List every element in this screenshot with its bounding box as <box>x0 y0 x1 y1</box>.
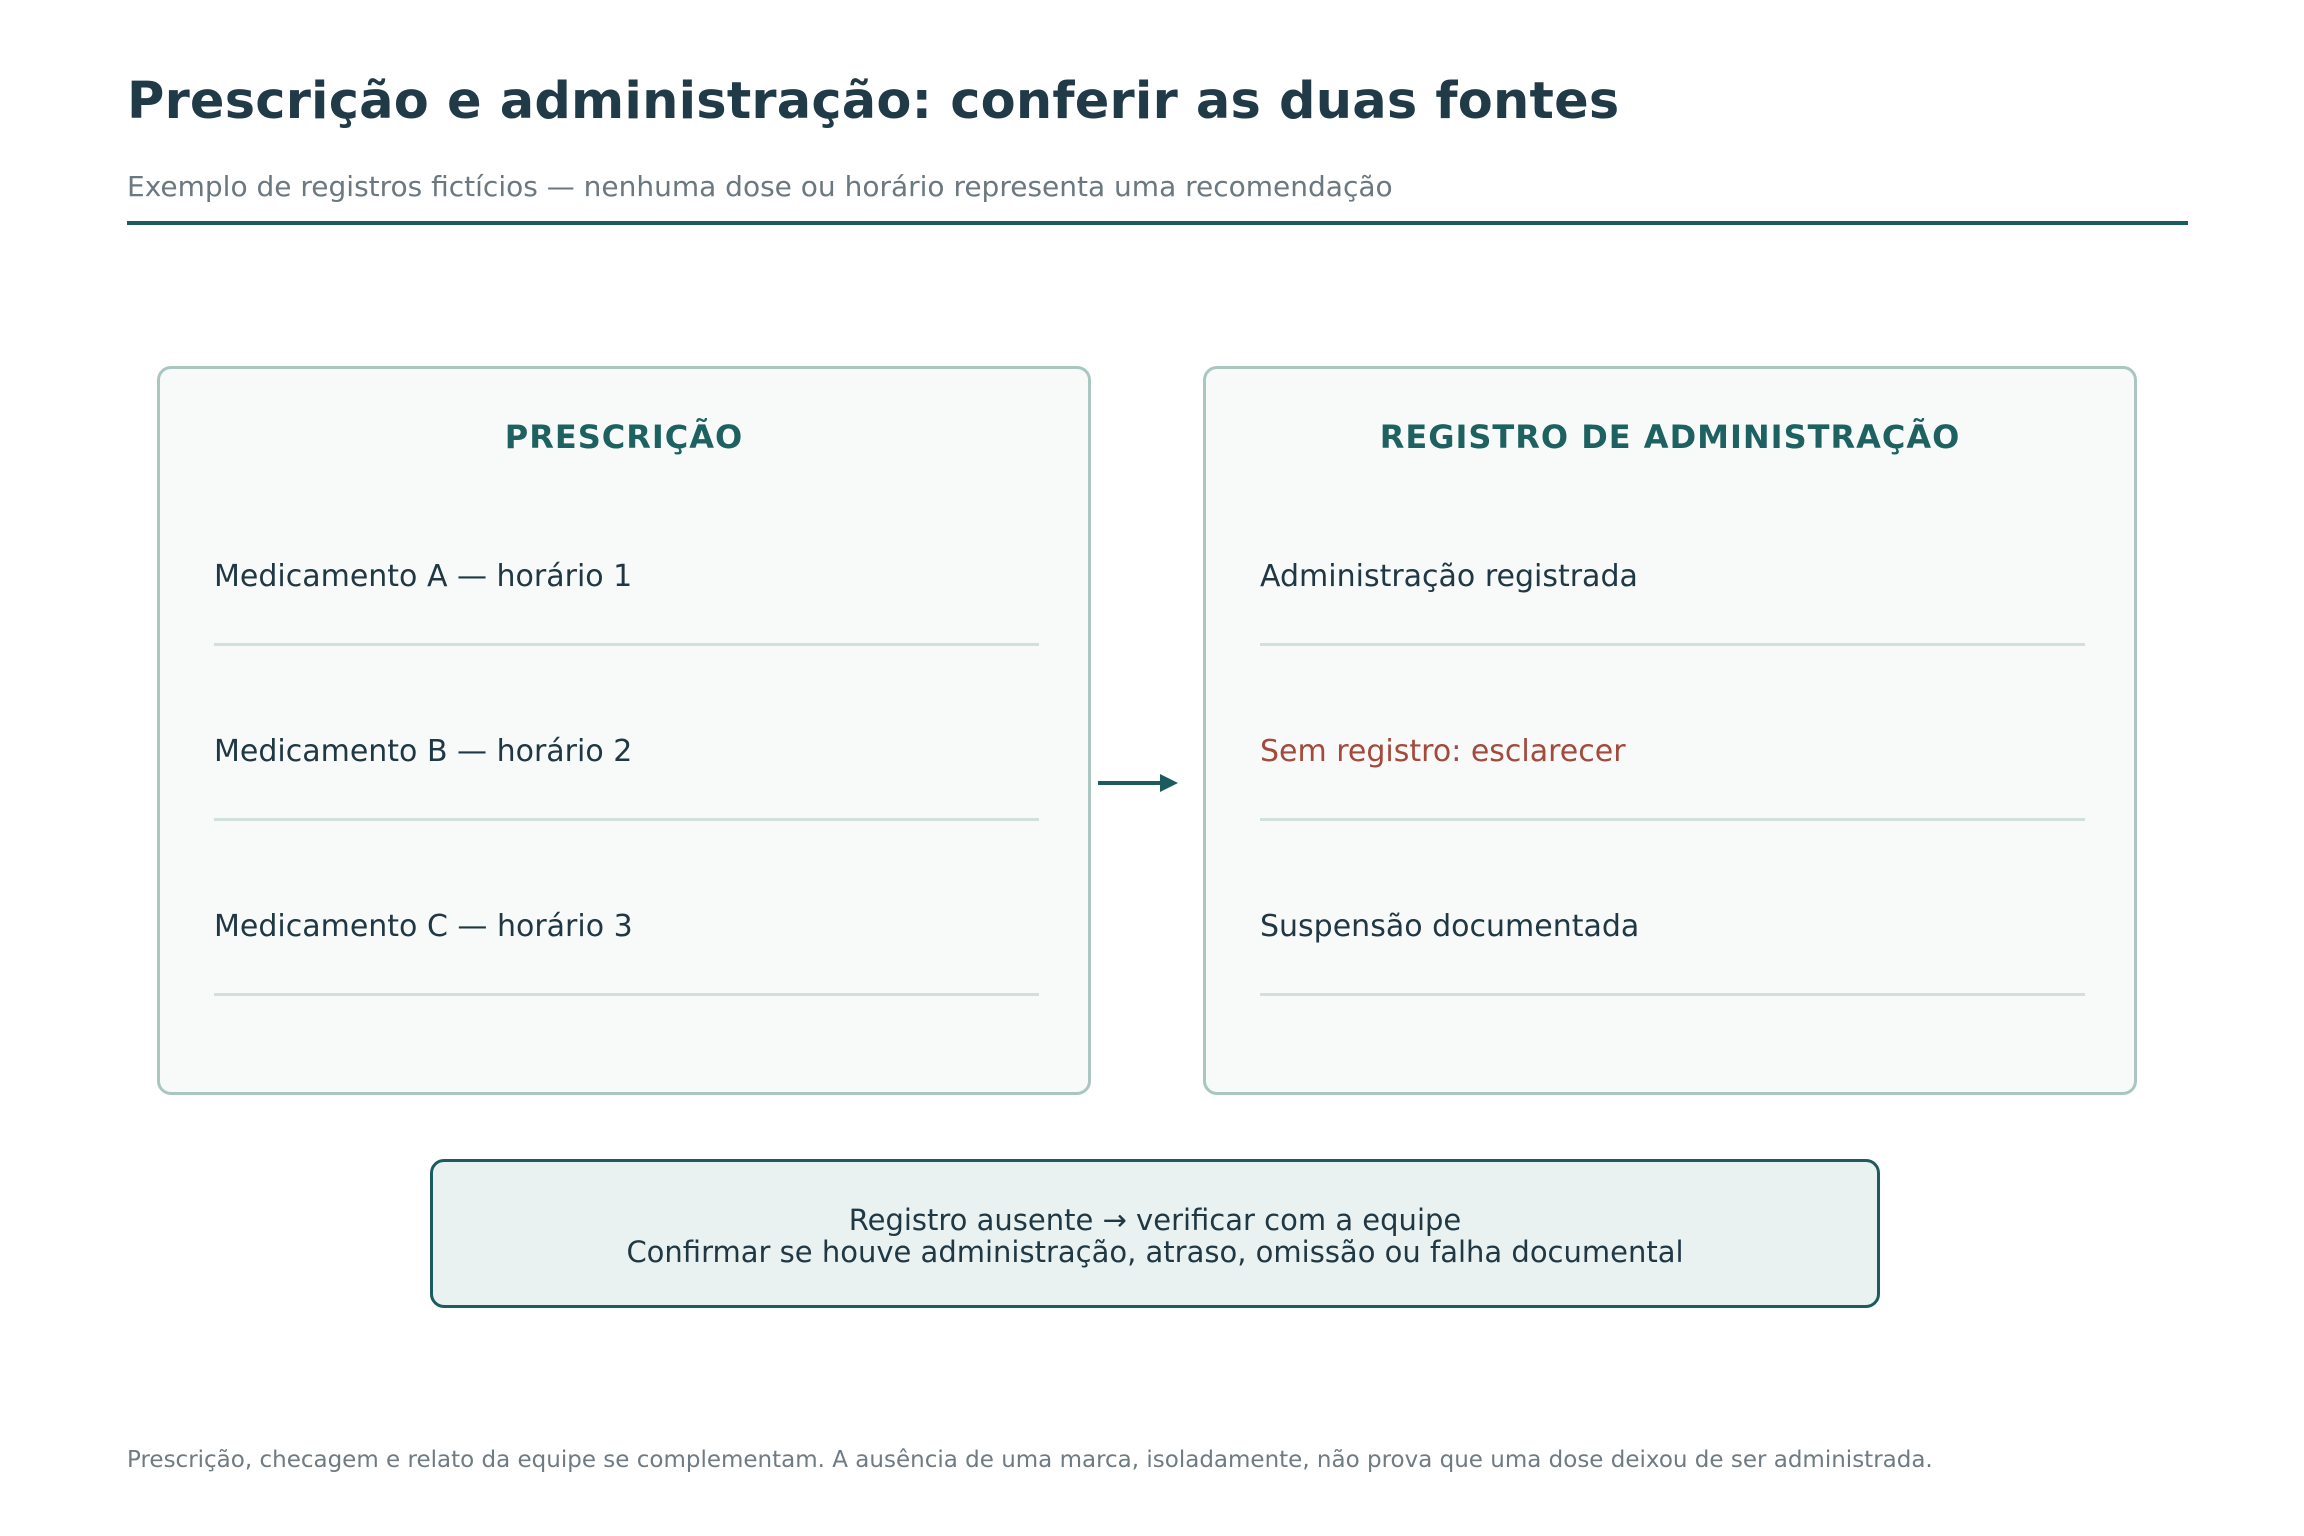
title-divider <box>127 221 2188 225</box>
note-detail: Confirmar se houve administração, atraso, omissão ou falha documental <box>626 1235 1684 1269</box>
prescription-item-1: Medicamento A — horário 1 <box>214 559 633 594</box>
page-title: Prescrição e administração: conferir as duas fontes <box>127 72 1620 131</box>
right-arrow-icon <box>1096 770 1180 796</box>
prescription-item-3: Medicamento C — horário 3 <box>214 909 633 944</box>
administration-panel <box>1203 366 2137 1095</box>
footer-note: Prescrição, checagem e relato da equipe se complementam. A ausência de uma marca, isoladamente, não prova que uma dose deixou de ser administrada. <box>127 1447 1933 1473</box>
row-divider <box>214 993 1039 996</box>
prescription-item-2: Medicamento B — horário 2 <box>214 734 633 769</box>
row-divider <box>214 643 1039 646</box>
page-subtitle: Exemplo de registros fictícios — nenhuma dose ou horário representa uma recomendação <box>127 170 1393 203</box>
prescription-panel-title: PRESCRIÇÃO <box>504 418 744 456</box>
note-heading: Registro ausente → verificar com a equipe <box>848 1203 1462 1237</box>
administration-panel-title: REGISTRO DE ADMINISTRAÇÃO <box>1379 418 1961 456</box>
row-divider <box>1260 818 2085 821</box>
missing-record-note <box>430 1159 1880 1308</box>
administration-item-1: Administração registrada <box>1260 559 1638 594</box>
row-divider <box>214 818 1039 821</box>
row-divider <box>1260 643 2085 646</box>
administration-item-3: Suspensão documentada <box>1260 909 1640 944</box>
administration-item-2-alert: Sem registro: esclarecer <box>1260 734 1626 769</box>
row-divider <box>1260 993 2085 996</box>
prescription-panel <box>157 366 1091 1095</box>
